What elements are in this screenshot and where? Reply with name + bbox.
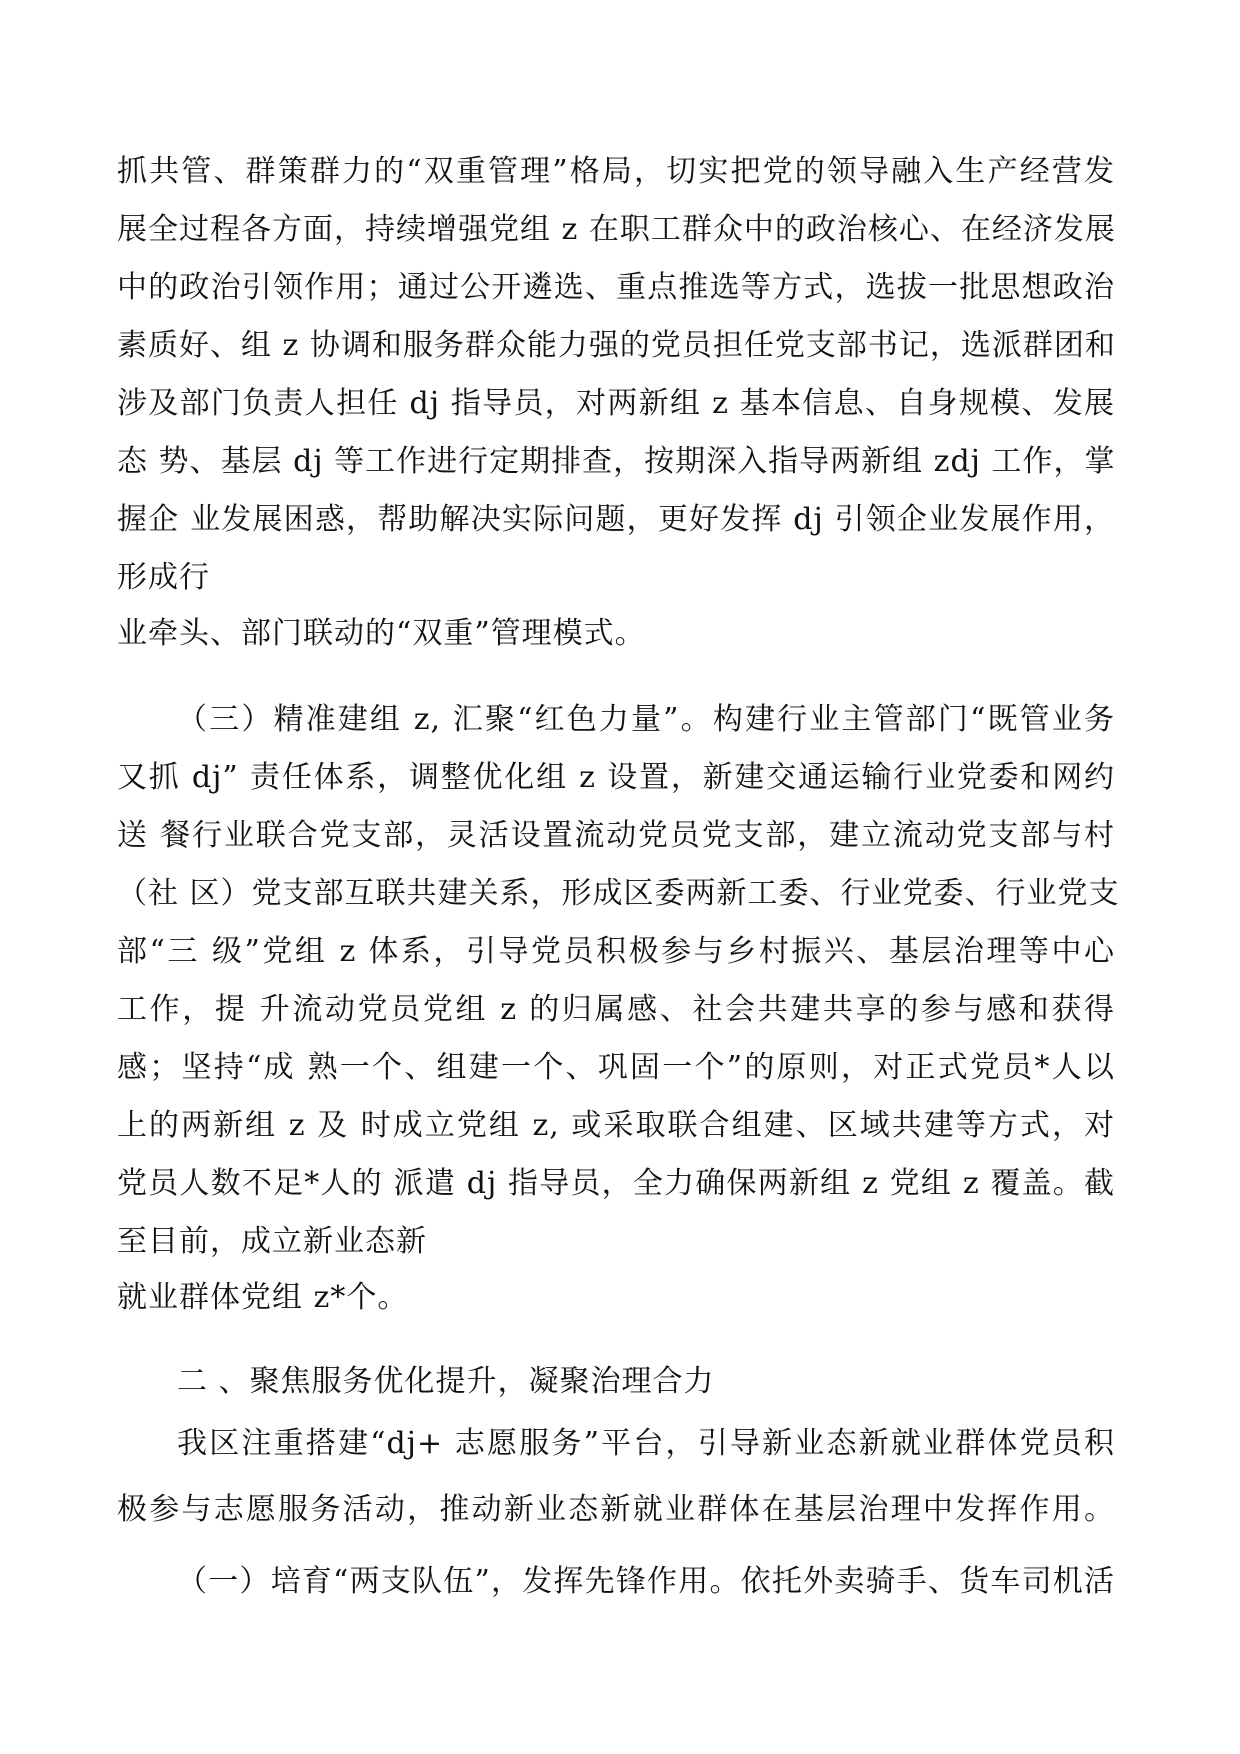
paragraph-line: 又抓 dj” 责任体系，调整优化组 z 设置，新建交通运输行业党委和网约	[117, 760, 1115, 795]
paragraph-line: 形成行	[117, 560, 210, 595]
paragraph-line: 业牵头、部门联动的“双重”管理模式。	[117, 616, 646, 651]
paragraph-line: 中的政治引领作用；通过公开遴选、重点推选等方式，选拔一批思想政治	[117, 270, 1115, 305]
section-heading-line: （三）精准建组 z, 汇聚“红色力量”。构建行业主管部门“既管业务	[177, 702, 1115, 737]
paragraph-line: 上的两新组 z 及 时成立党组 z, 或采取联合组建、区域共建等方式，对	[117, 1108, 1115, 1143]
paragraph-line: 握企 业发展困惑，帮助解决实际问题，更好发挥 dj 引领企业发展作用，	[117, 502, 1115, 537]
paragraph-line: 送 餐行业联合党支部，灵活设置流动党员党支部，建立流动党支部与村	[117, 818, 1115, 853]
paragraph-line: 工作，提 升流动党员党组 z 的归属感、社会共建共享的参与感和获得	[117, 992, 1115, 1027]
paragraph-line: 素质好、组 z 协调和服务群众能力强的党员担任党支部书记，选派群团和	[117, 328, 1116, 363]
section-heading: 二 、聚焦服务优化提升，凝聚治理合力	[177, 1364, 715, 1399]
paragraph-line: 涉及部门负责人担任 dj 指导员，对两新组 z 基本信息、自身规模、发展	[117, 386, 1115, 421]
paragraph-line: 我区注重搭建“dj+ 志愿服务”平台，引导新业态新就业群体党员积	[177, 1426, 1115, 1461]
paragraph-line: （社 区）党支部互联共建关系，形成区委两新工委、行业党委、行业党支	[117, 876, 1120, 911]
paragraph-line: 展全过程各方面，持续增强党组 z 在职工群众中的政治核心、在经济发展	[117, 212, 1116, 247]
paragraph-line: 态 势、基层 dj 等工作进行定期排查，按期深入指导两新组 zdj 工作，掌	[117, 444, 1116, 479]
paragraph-line: 就业群体党组 z*个。	[117, 1280, 409, 1315]
subsection-heading-line: （一）培育“两支队伍”，发挥先锋作用。依托外卖骑手、货车司机活	[177, 1564, 1115, 1599]
paragraph-line: 部“三 级”党组 z 体系，引导党员积极参与乡村振兴、基层治理等中心	[117, 934, 1115, 969]
paragraph-line: 抓共管、群策群力的“双重管理”格局，切实把党的领导融入生产经营发	[117, 154, 1115, 189]
paragraph-line: 感；坚持“成 熟一个、组建一个、巩固一个”的原则，对正式党员*人以	[117, 1050, 1115, 1085]
paragraph-line: 极参与志愿服务活动，推动新业态新就业群体在基层治理中发挥作用。	[117, 1492, 1115, 1527]
paragraph-line: 至目前，成立新业态新	[117, 1224, 427, 1259]
paragraph-line: 党员人数不足*人的 派遣 dj 指导员，全力确保两新组 z 党组 z 覆盖。截	[117, 1166, 1115, 1201]
